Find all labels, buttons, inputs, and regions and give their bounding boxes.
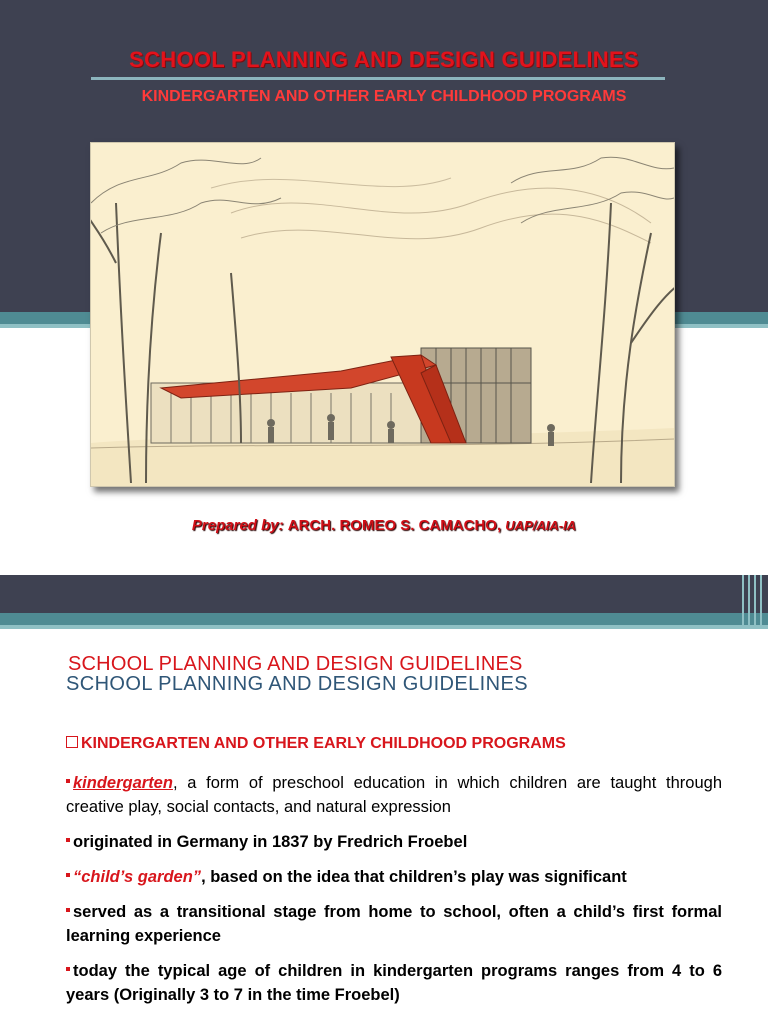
title-underline xyxy=(91,77,665,80)
prepared-by-line xyxy=(0,517,768,534)
author-credentials: UAP/AIA-IA xyxy=(505,518,577,533)
header-band xyxy=(0,575,768,613)
slide-title: SCHOOL PLANNING AND DESIGN GUIDELINES xyxy=(129,47,639,72)
list-item xyxy=(66,865,722,889)
school-building-sketch xyxy=(91,143,674,486)
accent-band xyxy=(0,613,768,625)
list-item xyxy=(66,771,722,819)
term-kindergarten: kindergarten xyxy=(73,774,173,792)
term-childs-garden: “child’s garden” xyxy=(73,868,202,886)
slide-title: SCHOOL PLANNING AND DESIGN GUIDELINES xyxy=(66,673,528,695)
accent-band-light xyxy=(0,625,768,629)
bullet-list xyxy=(66,771,722,1018)
square-bullet-icon xyxy=(66,873,70,877)
checkbox-bullet-icon xyxy=(66,736,78,748)
slide-title-shadow: SCHOOL PLANNING AND DESIGN GUIDELINES xyxy=(68,653,523,675)
architectural-sketch-image xyxy=(90,142,675,487)
section-heading xyxy=(66,735,566,753)
bullet-text: , a form of preschool education in which children are taught through creative play, social contacts, and natural expression xyxy=(66,774,722,816)
section-heading-text: KINDERGARTEN AND OTHER EARLY CHILDHOOD PROGRAMS xyxy=(81,735,566,752)
prepared-by-label: Prepared by: xyxy=(191,517,288,534)
decorative-stripes xyxy=(740,575,768,629)
slide-subtitle: KINDERGARTEN AND OTHER EARLY CHILDHOOD PROGRAMS xyxy=(141,88,627,105)
list-item xyxy=(66,830,722,854)
list-item xyxy=(66,959,722,1007)
bullet-text: , based on the idea that children’s play was significant xyxy=(201,868,627,886)
square-bullet-icon xyxy=(66,779,70,783)
square-bullet-icon xyxy=(66,908,70,912)
bullet-text: served as a transitional stage from home to school, often a child’s first formal learning experience xyxy=(66,903,722,945)
square-bullet-icon xyxy=(66,967,70,971)
author-name: ARCH. ROMEO S. CAMACHO, xyxy=(287,517,506,534)
list-item xyxy=(66,900,722,948)
square-bullet-icon xyxy=(66,838,70,842)
bullet-text: originated in Germany in 1837 by Fredrich Froebel xyxy=(73,833,468,851)
bullet-text: today the typical age of children in kindergarten programs ranges from 4 to 6 years (Originally 3 to 7 in the time Froebel) xyxy=(66,962,722,1004)
content-slide xyxy=(0,575,768,1024)
